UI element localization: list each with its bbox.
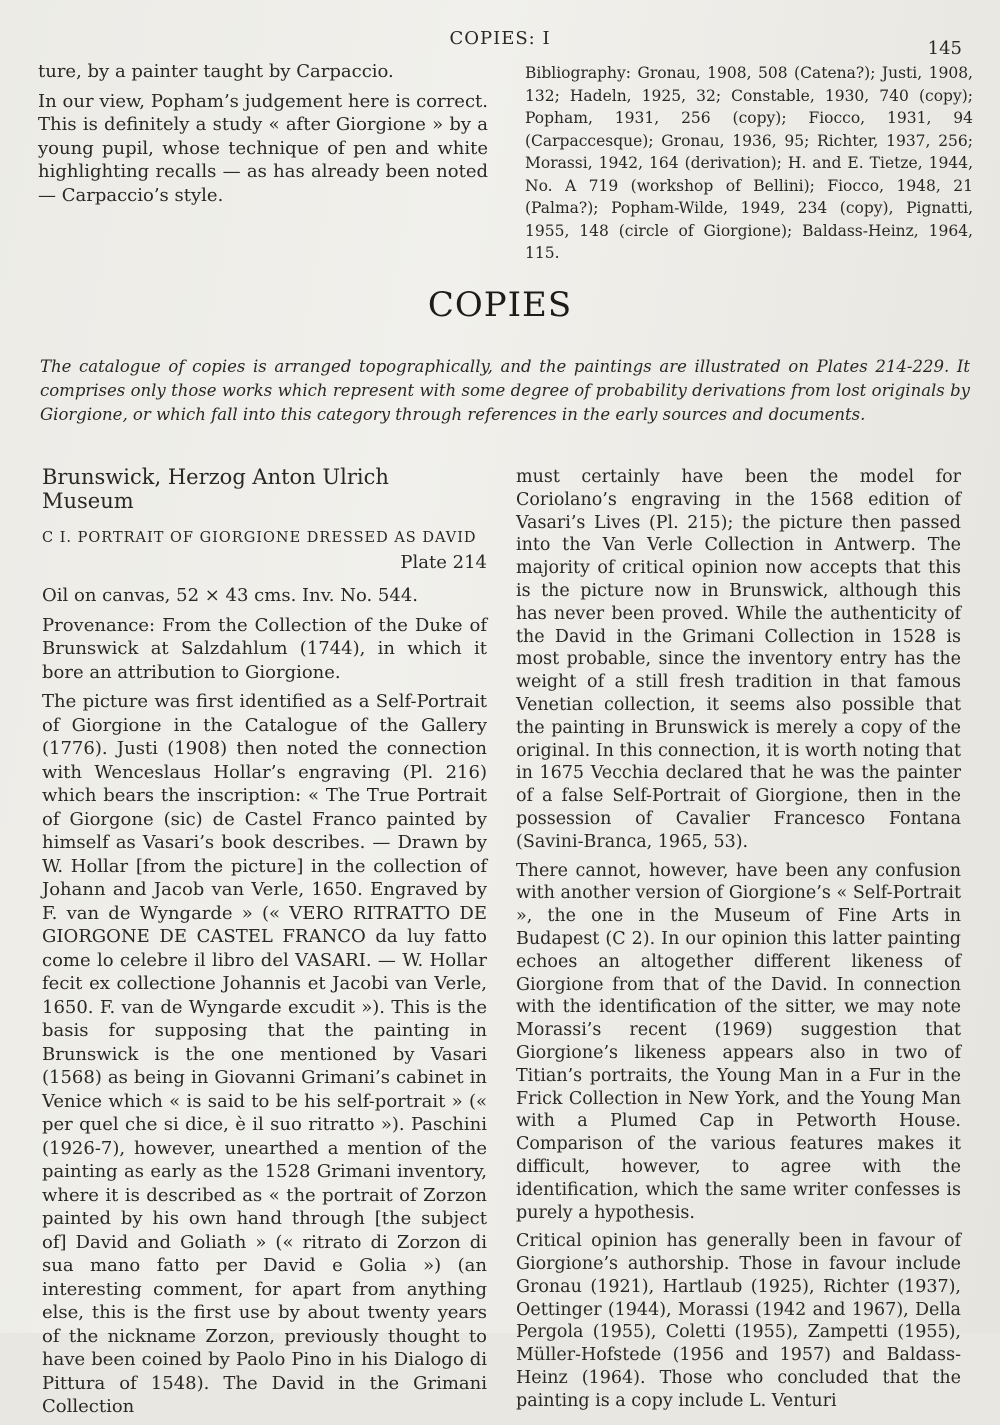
section-intro: The catalogue of copies is arranged topographically, and the paintings are illustrated on Plates 214-229. It comprises only those works which represent with some degree of probability derivations from lost originals by Giorgione, or which fall into this category through references in the early sources and documents. — [40, 357, 970, 424]
plate-reference: Plate 214 — [400, 551, 487, 573]
right-column — [516, 466, 961, 1419]
bibliography — [525, 62, 973, 271]
right-paragraph-3: Critical opinion has generally been in favour of Giorgione’s authorship. Those in favour include Gronau (1921), Hartlaub (1925), Richter (1937), Oettinger (1944), Morassi (1942 and 1967), Della Pergola (1955), Coletti (1955), Zampetti (1955), Müller-Hofstede (1956 and 1957) and Baldass-Heinz (1964). Those who concluded that the painting is a copy include L. Venturi — [516, 1231, 961, 1411]
entry-body: The picture was first identified as a Self-Portrait of Giorgione in the Catalogue of the Gallery (1776). Justi (1908) then noted the connection with Wenceslaus Hollar’s engraving (Pl. 216) which bears the inscription: « The True Portrait of Giorgone (sic) de Castel Franco painted by himself as Vasari’s book describes. — Drawn by W. Hollar [from the picture] in the collection of Johann and Jacob van Verle, 1650. Engraved by F. van de Wyngarde » (« VERO RITRATTO DE GIORGONE DE CASTEL FRANCO da luy fatto come lo celebre il libro del VASARI. — W. Hollar fecit ex collectione Johannis et Jacobi van Verle, 1650. F. van de Wyngarde excudit »). This is the basis for supposing that the painting in Brunswick is the one mentioned by Vasari (1568) as being in Giovanni Grimani’s cabinet in Venice which « is said to be his self-portrait » (« per quel che si dice, è il suo ritratto »). Paschini (1926-7), however, unearthed a mention of the painting as early as the 1528 Grimani inventory, where it is described as « the portrait of Zorzon painted by his own hand through [the subject of] David and Goliath » (« ritrato di Zorzon di sua mano fatto per David e Golia ») (an interesting comment, for apart from anything else, this is the first use by about twenty years of the nickname Zorzon, previously thought to have been coined by Paolo Pino in his Dialogo di Pittura of 1548). The David in the Grimani Collection — [42, 691, 487, 1417]
page-number: 145 — [927, 38, 962, 59]
bibliography-text: Bibliography: Gronau, 1908, 508 (Catena?); Justi, 1908, 132; Hadeln, 1925, 32; Constable, 1930, 740 (copy); Popham, 1931, 256 (copy); Fiocco, 1931, 94 (Carpaccesque); Gronau, 1936, 95; Richter, 1937, 256; Morassi, 1942, 164 (derivation); H. and E. Tietze, 1944, No. A 719 (workshop of Bellini); Fiocco, 1948, 21 (Palma?); Popham-Wilde, 1949, 234 (copy), Pignatti, 1955, 148 (circle of Giorgione); Baldass-Heinz, 1964, 115. — [525, 64, 973, 262]
museum-heading: Brunswick, Herzog Anton Ulrich Museum — [42, 465, 389, 513]
medium-text: Oil on canvas, 52 × 43 cms. Inv. No. 544. — [42, 585, 418, 606]
entry-title: C I. PORTRAIT OF GIORGIONE DRESSED AS DAVID — [42, 530, 477, 546]
top-left-paragraph: In our view, Popham’s judgement here is correct. This is definitely a study « after Giorgione » by a young pupil, whose technique of pen and white highlighting recalls — as has already been noted — Carpaccio’s style. — [38, 90, 488, 206]
top-left-text — [38, 60, 488, 213]
left-column — [42, 466, 487, 1425]
top-left-line-1: ture, by a painter taught by Carpaccio. — [38, 61, 394, 82]
provenance-text: Provenance: From the Collection of the Duke of Brunswick at Salzdahlum (1744), in which it bore an attribution to Giorgione. — [42, 614, 487, 683]
right-paragraph-2: There cannot, however, have been any confusion with another version of Giorgione’s « Self-Portrait », the one in the Museum of Fine Arts in Budapest (C 2). In our opinion this latter painting echoes an altogether different likeness of Giorgione from that of the David. In connection with the identification of the sitter, we may note Morassi’s recent (1969) suggestion that Giorgione’s likeness appears also in two of Titian’s portraits, the Young Man in a Fur in the Frick Collection in New York, and the Young Man with a Plumed Cap in Petworth House. Comparison of the various features makes it difficult, however, to agree with the identification, which the same writer confesses is purely a hypothesis. — [516, 860, 961, 1223]
running-head: COPIES: I — [449, 28, 551, 49]
section-heading: COPIES — [427, 285, 573, 325]
right-paragraph-1: must certainly have been the model for Coriolano’s engraving in the 1568 edition of Vasari’s Lives (Pl. 215); the picture then passed into the Van Verle Collection in Antwerp. The majority of critical opinion now accepts that this is the picture now in Brunswick, although this has never been proved. While the authenticity of the David in the Grimani Collection in 1528 is most probable, since the inventory entry has the weight of a still fresh tradition in that famous Venetian collection, it seems also possible that the painting in Brunswick is merely a copy of the original. In this connection, it is worth noting that in 1675 Vecchia declared that he was the painter of a false Self-Portrait of Giorgione, then in the possession of Cavalier Francesco Fontana (Savini-Branca, 1965, 53). — [516, 467, 961, 852]
